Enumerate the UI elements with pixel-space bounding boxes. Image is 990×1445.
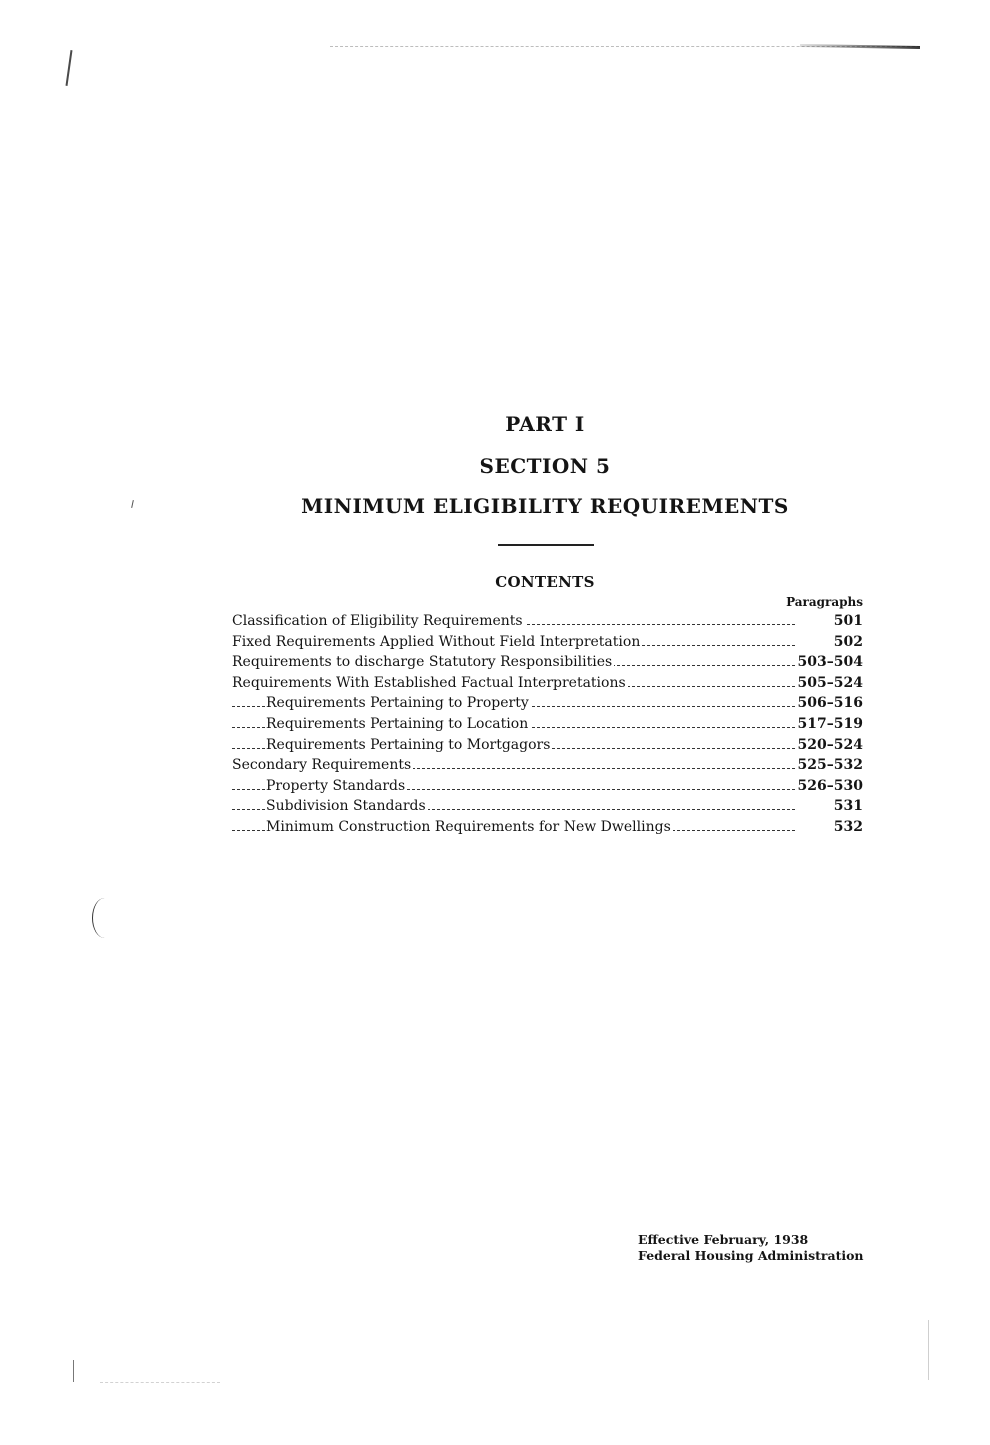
toc-entry-paragraphs: 503–504 — [797, 654, 863, 671]
toc-entry — [232, 611, 863, 632]
toc-entry — [232, 735, 863, 756]
toc-entry-paragraphs: 520–524 — [797, 736, 863, 753]
scan-right-edge — [928, 1320, 929, 1380]
page-title: MINIMUM ELIGIBILITY REQUIREMENTS — [301, 494, 789, 518]
scan-punch-hole-mark — [92, 898, 117, 938]
toc-entry — [232, 632, 863, 653]
toc-entry-label: Classification of Eligibility Requirements — [232, 611, 525, 632]
toc-entry — [232, 652, 863, 673]
footer-note — [638, 1232, 864, 1264]
toc-entry-paragraphs: 517–519 — [797, 715, 863, 732]
toc-entry-label: Secondary Requirements — [232, 755, 413, 776]
scan-pen-mark — [66, 50, 73, 86]
section-heading: SECTION 5 — [479, 454, 611, 478]
toc-entry — [232, 693, 863, 714]
toc-entry-paragraphs: 501 — [833, 613, 863, 629]
toc-entry — [232, 776, 863, 797]
toc-entry-label: Requirements Pertaining to Mortgagors — [266, 735, 552, 756]
toc-entry-paragraphs: 531 — [833, 798, 863, 815]
toc-entry-label: Fixed Requirements Applied Without Field Interpretation — [232, 632, 642, 653]
toc-entry — [232, 817, 863, 838]
toc-entry — [232, 755, 863, 776]
scan-top-edge-shadow — [800, 44, 920, 49]
toc-entry-label: Property Standards — [266, 776, 407, 797]
agency-name: Federal Housing Administration — [638, 1248, 864, 1263]
toc-entry-paragraphs: 526–530 — [797, 777, 863, 794]
toc-entry-label: Requirements Pertaining to Location — [266, 714, 530, 735]
toc-entry — [232, 796, 863, 817]
scan-bottom-mark — [73, 1360, 74, 1382]
toc-entry-label: Requirements With Established Factual Interpretations — [232, 673, 628, 694]
toc-entry-paragraphs: 525–532 — [797, 757, 863, 774]
toc-entry — [232, 673, 863, 694]
toc-entry-label: Requirements Pertaining to Property — [266, 693, 531, 714]
toc-entry-paragraphs: 532 — [833, 818, 863, 835]
title-divider — [498, 544, 594, 546]
table-of-contents — [232, 611, 863, 838]
paragraphs-column-header: Paragraphs — [786, 595, 863, 609]
toc-entry-paragraphs: 506–516 — [797, 695, 863, 712]
toc-entry-paragraphs: 502 — [833, 633, 863, 650]
scan-bottom-edge — [100, 1382, 220, 1383]
part-heading: PART I — [505, 412, 585, 436]
effective-date: Effective February, 1938 — [638, 1232, 809, 1247]
toc-entry-label: Subdivision Standards — [266, 796, 428, 817]
toc-entry-paragraphs: 505–524 — [797, 674, 863, 691]
contents-heading: CONTENTS — [495, 573, 595, 591]
toc-entry-label: Requirements to discharge Statutory Responsibilities — [232, 652, 614, 673]
toc-entry — [232, 714, 863, 735]
toc-entry-label: Minimum Construction Requirements for New Dwellings — [266, 817, 673, 838]
